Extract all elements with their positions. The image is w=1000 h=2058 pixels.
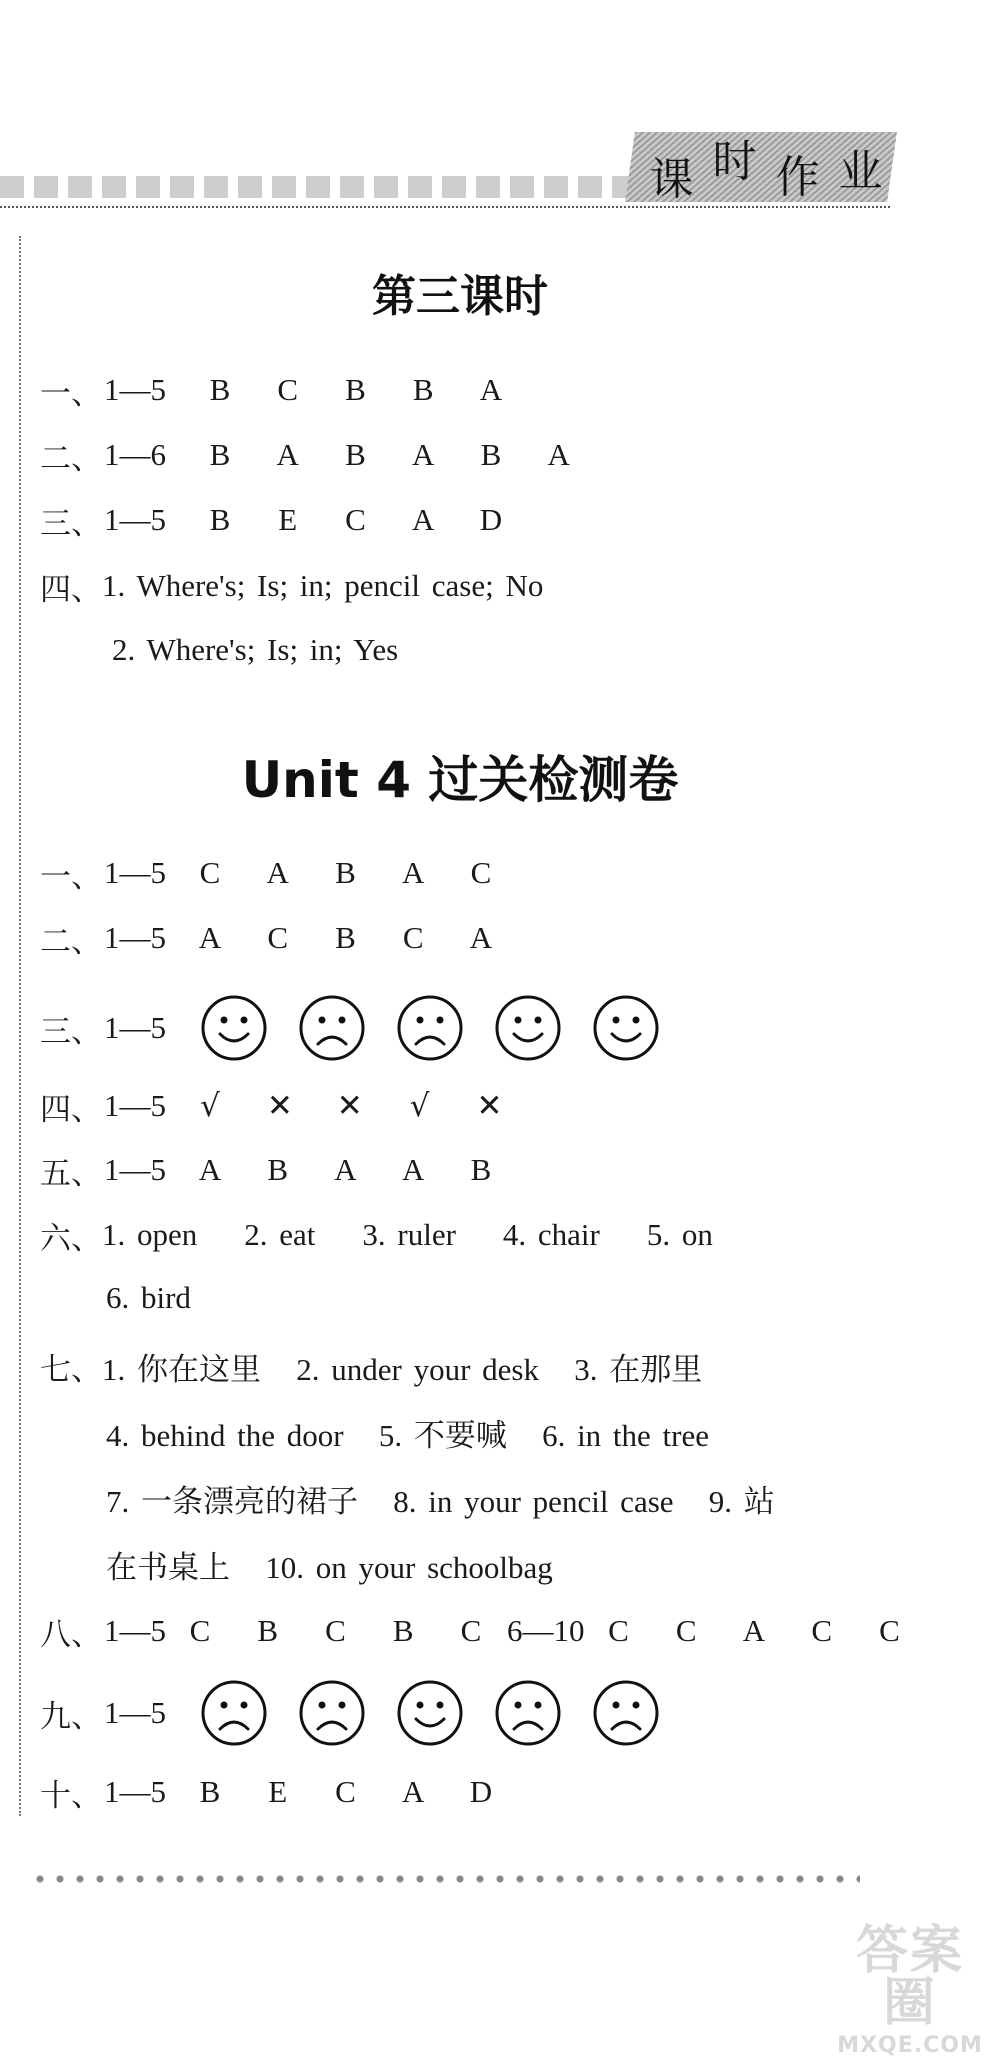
answer: C bbox=[470, 855, 492, 890]
answer-list bbox=[180, 1152, 511, 1188]
question-range: 1—5 bbox=[104, 1152, 166, 1187]
answer: B bbox=[392, 1613, 414, 1648]
answer: B bbox=[345, 437, 366, 472]
smiley-face-icon bbox=[396, 1679, 464, 1747]
question-label: 一、 bbox=[40, 375, 102, 412]
answer: A bbox=[198, 920, 222, 955]
answer: B bbox=[335, 855, 356, 890]
smiley-face-icon bbox=[494, 994, 562, 1062]
answer: A bbox=[742, 1613, 766, 1648]
answer: B bbox=[257, 1613, 279, 1648]
answer: A bbox=[547, 437, 570, 472]
s2-question-6-continued bbox=[106, 1270, 1000, 1326]
footer-dot-border bbox=[30, 1872, 860, 1886]
answer: A bbox=[198, 1152, 222, 1187]
answer: C bbox=[325, 1613, 346, 1648]
check-mark-icon: √ bbox=[200, 1088, 220, 1124]
s2-question-5 bbox=[40, 1142, 940, 1198]
answer: B bbox=[209, 437, 231, 472]
question-range: 1—5 bbox=[104, 502, 166, 537]
answer-text: 1. open 2. eat 3. ruler 4. chair 5. on bbox=[102, 1217, 713, 1252]
answer: C bbox=[879, 1613, 900, 1648]
question-label: 八、 bbox=[40, 1616, 102, 1653]
sad-face-icon bbox=[298, 994, 366, 1062]
question-range: 1—5 bbox=[104, 855, 166, 890]
answer-list bbox=[170, 1613, 501, 1649]
watermark-title: 答案圈 bbox=[855, 1921, 964, 2033]
answer-list bbox=[589, 1613, 920, 1649]
answer: D bbox=[479, 502, 503, 537]
question-label: 三、 bbox=[40, 1013, 102, 1050]
s2-question-2 bbox=[40, 910, 940, 966]
answer-text: 4. behind the door 5. 不要喊 6. in the tree bbox=[106, 1417, 710, 1453]
s2-question-7-line-4 bbox=[106, 1536, 1000, 1592]
s1-question-4-continued bbox=[112, 622, 1000, 678]
header-dash-band bbox=[0, 176, 650, 198]
question-range: 1—5 bbox=[104, 1088, 166, 1123]
answer: C bbox=[811, 1613, 833, 1648]
answer: C bbox=[189, 1613, 211, 1648]
question-label: 二、 bbox=[40, 440, 102, 477]
answer: C bbox=[267, 920, 289, 955]
answer: A bbox=[266, 855, 289, 890]
cross-mark-icon: ✕ bbox=[266, 1088, 293, 1124]
check-mark-icon: √ bbox=[409, 1088, 430, 1124]
question-label: 六、 bbox=[40, 1220, 102, 1257]
answer: C bbox=[199, 855, 221, 890]
answer: B bbox=[345, 372, 366, 407]
section-title-unit-4-test: Unit 4 过关检测卷 bbox=[241, 751, 679, 809]
s2-question-3 bbox=[40, 990, 940, 1066]
s2-question-7-line-3 bbox=[106, 1470, 1000, 1526]
answer: A bbox=[412, 502, 435, 537]
cross-mark-icon: ✕ bbox=[336, 1088, 363, 1124]
answer: B bbox=[199, 1774, 221, 1809]
smiley-face-icon bbox=[592, 994, 660, 1062]
s2-question-4 bbox=[40, 1078, 940, 1134]
answer: A bbox=[334, 1152, 357, 1187]
s2-question-9 bbox=[40, 1675, 940, 1751]
sad-face-icon bbox=[396, 994, 464, 1062]
answer-text: 7. 一条漂亮的裙子 8. in your pencil case 9. 站 bbox=[106, 1483, 775, 1519]
question-label: 九、 bbox=[40, 1698, 102, 1735]
header-rule bbox=[0, 206, 890, 208]
answer: A bbox=[402, 1152, 425, 1187]
answer: C bbox=[335, 1774, 356, 1809]
question-label: 四、 bbox=[40, 1091, 102, 1128]
question-label: 一、 bbox=[40, 858, 102, 895]
question-range: 1—5 bbox=[104, 920, 166, 955]
header-char-2: 时 bbox=[712, 136, 757, 187]
question-label: 五、 bbox=[40, 1155, 102, 1192]
answer-list bbox=[190, 437, 589, 473]
answer: B bbox=[335, 920, 356, 955]
header-char-1: 课 bbox=[649, 154, 694, 205]
answer-list bbox=[180, 1774, 511, 1810]
answer: C bbox=[460, 1613, 482, 1648]
answer: A bbox=[402, 855, 425, 890]
answer-text: 2. Where's; Is; in; Yes bbox=[112, 632, 399, 667]
watermark-url: MXQE.COM bbox=[837, 2033, 983, 2058]
question-range: 1—5 bbox=[104, 1010, 166, 1045]
question-label: 四、 bbox=[40, 571, 102, 608]
s2-question-1 bbox=[40, 845, 940, 901]
s2-question-7-line-2 bbox=[106, 1404, 1000, 1460]
question-label: 三、 bbox=[40, 505, 102, 542]
left-dotted-border bbox=[19, 236, 21, 1816]
s2-question-10 bbox=[40, 1764, 940, 1820]
answer: A bbox=[276, 437, 299, 472]
answer-list bbox=[190, 502, 521, 538]
answer: E bbox=[268, 1774, 288, 1809]
section-title-lesson-3: 第三课时 bbox=[372, 271, 548, 322]
header-char-4: 业 bbox=[838, 146, 883, 197]
face-list bbox=[200, 994, 660, 1062]
question-range: 6—10 bbox=[507, 1613, 585, 1648]
question-range: 1—5 bbox=[104, 1774, 166, 1809]
answer: B bbox=[470, 1152, 492, 1187]
sad-face-icon bbox=[494, 1679, 562, 1747]
watermark-logo bbox=[830, 1921, 990, 2058]
question-label: 十、 bbox=[40, 1777, 102, 1814]
question-label: 二、 bbox=[40, 923, 102, 960]
sad-face-icon bbox=[200, 1679, 268, 1747]
header-badge-text bbox=[640, 134, 892, 204]
question-label: 七、 bbox=[40, 1351, 102, 1388]
header-char-3: 作 bbox=[775, 152, 820, 203]
answer-text: 1. 你在这里 2. under your desk 3. 在那里 bbox=[102, 1351, 703, 1387]
answer-list bbox=[180, 855, 511, 891]
question-range: 1—5 bbox=[104, 372, 166, 407]
s1-question-4 bbox=[40, 558, 940, 614]
answer: B bbox=[209, 502, 231, 537]
answer: D bbox=[469, 1774, 493, 1809]
s1-question-3 bbox=[40, 492, 940, 548]
s2-question-8 bbox=[40, 1603, 940, 1659]
answer: A bbox=[402, 1774, 425, 1809]
answer-text: 6. bird bbox=[106, 1280, 191, 1315]
answer-list bbox=[190, 372, 521, 408]
s2-question-6 bbox=[40, 1207, 940, 1263]
answer: B bbox=[412, 372, 434, 407]
question-range: 1—5 bbox=[104, 1613, 166, 1648]
answer: A bbox=[412, 437, 435, 472]
cross-mark-icon: ✕ bbox=[476, 1088, 503, 1124]
answer-list bbox=[180, 920, 511, 956]
answer: A bbox=[469, 920, 493, 955]
answer: C bbox=[608, 1613, 629, 1648]
answer: C bbox=[675, 1613, 697, 1648]
answer: B bbox=[267, 1152, 289, 1187]
answer: C bbox=[345, 502, 366, 537]
answer: B bbox=[480, 437, 502, 472]
sad-face-icon bbox=[592, 1679, 660, 1747]
answer-text: 1. Where's; Is; in; pencil case; No bbox=[102, 568, 544, 603]
s1-question-2 bbox=[40, 427, 940, 483]
question-range: 1—5 bbox=[104, 1695, 166, 1730]
sad-face-icon bbox=[298, 1679, 366, 1747]
s2-question-7 bbox=[40, 1338, 940, 1394]
answer: C bbox=[402, 920, 424, 955]
s1-question-1 bbox=[40, 362, 940, 418]
answer: B bbox=[209, 372, 231, 407]
answer: E bbox=[278, 502, 298, 537]
answer: A bbox=[479, 372, 503, 407]
face-list bbox=[200, 1679, 660, 1747]
answer-text: 在书桌上 10. on your schoolbag bbox=[106, 1549, 553, 1585]
question-range: 1—6 bbox=[104, 437, 166, 472]
answer: C bbox=[277, 372, 299, 407]
answer-list bbox=[180, 1088, 519, 1124]
smiley-face-icon bbox=[200, 994, 268, 1062]
